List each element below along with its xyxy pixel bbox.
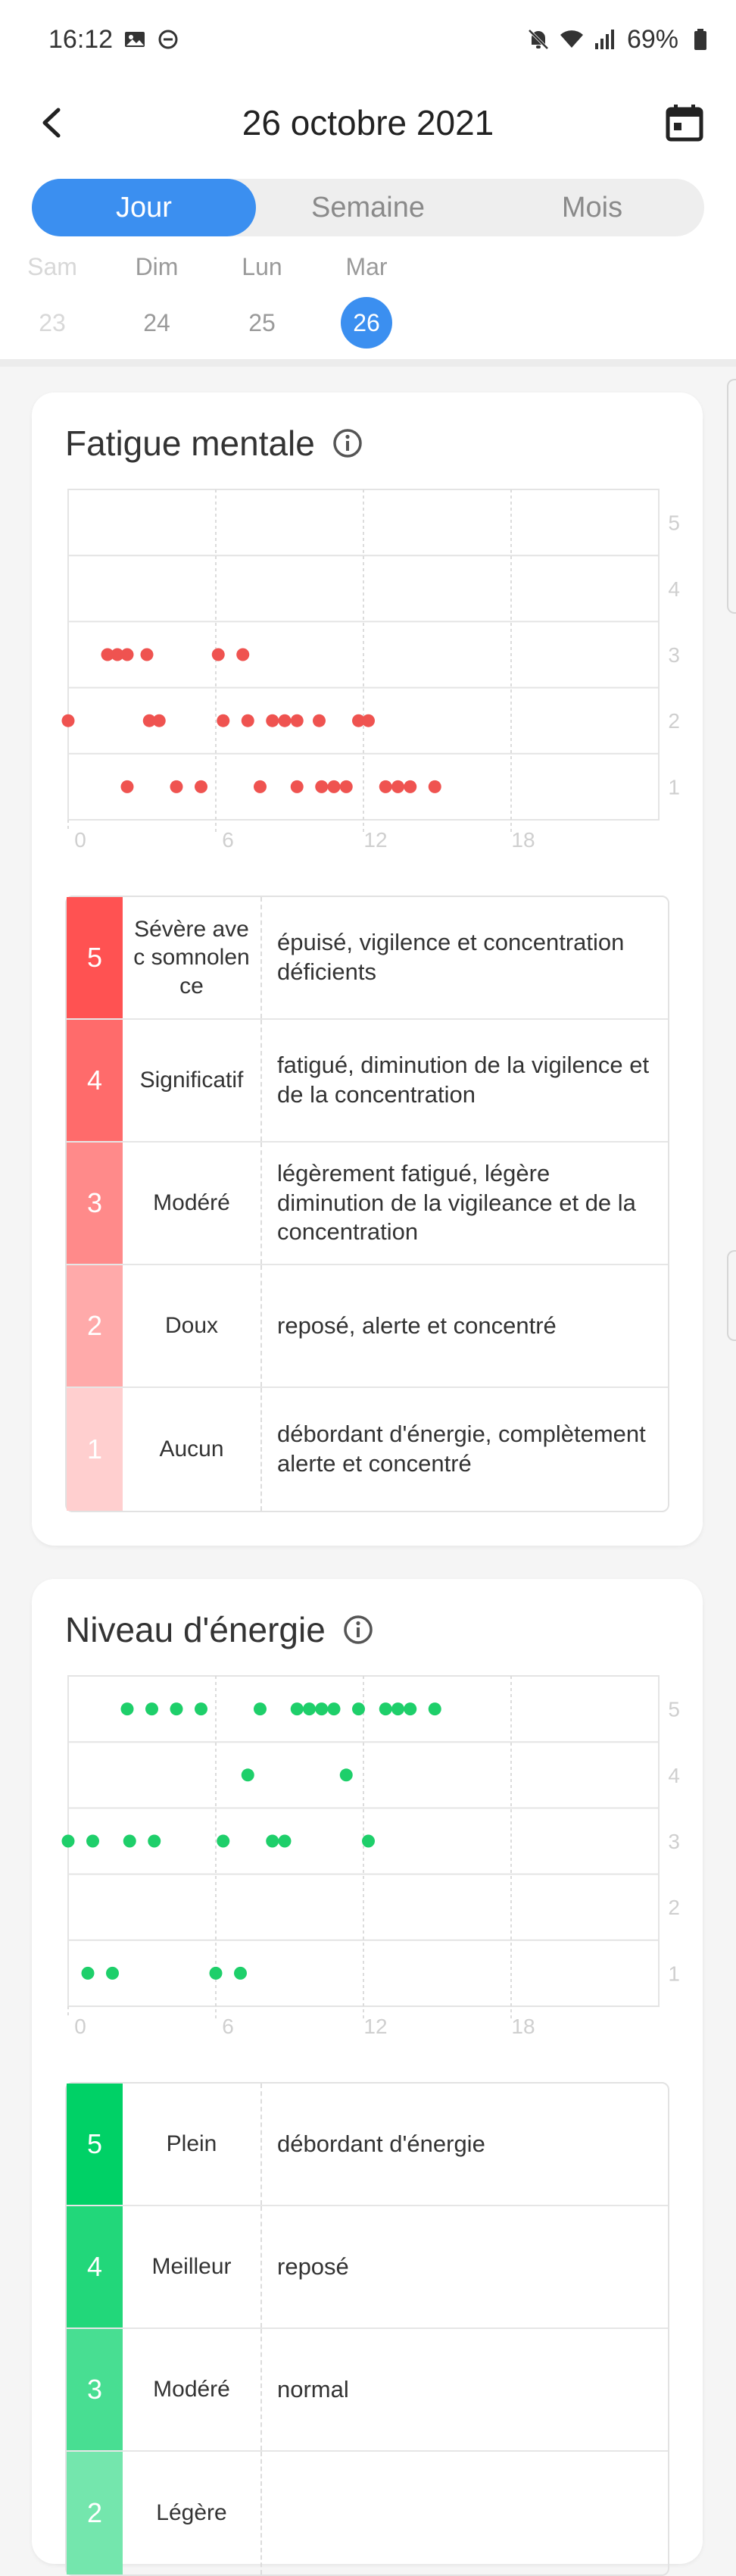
data-point (362, 714, 375, 727)
legend-row (67, 2329, 668, 2452)
dnd-icon (157, 28, 179, 51)
tab-mois[interactable]: Mois (561, 191, 623, 224)
data-point (195, 1702, 207, 1715)
back-button[interactable] (30, 102, 73, 144)
energy-chart (65, 1676, 686, 2040)
data-point (217, 1835, 229, 1848)
data-point (429, 1702, 441, 1715)
data-point (303, 1702, 316, 1715)
data-point (315, 1702, 328, 1715)
x-tick-label: 12 (363, 828, 388, 852)
legend-level: 3 (67, 1143, 123, 1264)
data-point (236, 649, 249, 661)
data-point (121, 649, 134, 661)
legend-level: 5 (67, 897, 123, 1018)
x-tick-label: 0 (74, 828, 86, 852)
data-point (279, 1835, 292, 1848)
side-panel-handle[interactable] (727, 379, 736, 614)
data-point (254, 780, 267, 793)
app-bar (0, 79, 736, 167)
data-point (429, 780, 441, 793)
x-tick-label: 18 (511, 2015, 535, 2038)
data-point (242, 1768, 254, 1781)
legend-description: reposé, alerte et concentré (277, 1311, 557, 1339)
data-point (291, 714, 304, 727)
data-point (106, 1967, 119, 1980)
data-point (328, 780, 341, 793)
day-item-mar[interactable]: Mar 26 (332, 253, 401, 349)
legend-label: Plein (123, 2084, 262, 2205)
data-point (82, 1967, 95, 1980)
legend-level: 3 (67, 2329, 123, 2450)
mute-icon (527, 28, 550, 51)
y-tick-label: 5 (668, 511, 680, 535)
page-title: 26 octobre 2021 (242, 103, 494, 142)
y-tick-label: 3 (668, 1830, 680, 1853)
data-point (210, 1967, 223, 1980)
data-point (170, 1702, 183, 1715)
data-point (153, 714, 166, 727)
data-point (266, 1835, 279, 1848)
x-tick-label: 0 (74, 2015, 86, 2038)
data-point (170, 780, 183, 793)
data-point (123, 1835, 136, 1848)
legend-label: Sévère avec somnolence (123, 897, 262, 1018)
energy-legend (65, 2082, 669, 2576)
y-tick-label: 2 (668, 709, 680, 733)
data-point (121, 1702, 134, 1715)
wifi-icon (560, 28, 583, 51)
legend-level: 5 (67, 2084, 123, 2205)
day-selector (0, 236, 736, 359)
legend-description: fatigué, diminution de la vigilence et de la concentration (277, 1052, 650, 1108)
data-point (145, 1702, 158, 1715)
data-point (291, 780, 304, 793)
legend-label: Modéré (123, 2329, 262, 2450)
legend-description: épuisé, vigilence et concentration déficients (277, 929, 625, 985)
legend-description: reposé (277, 2252, 349, 2280)
energy-card (32, 1579, 703, 2564)
y-tick-label: 4 (668, 577, 680, 601)
signal-icon (594, 28, 616, 51)
legend-row (67, 2084, 668, 2206)
calendar-button[interactable] (663, 102, 706, 144)
legend-label: Aucun (123, 1388, 262, 1511)
data-point (195, 780, 207, 793)
x-tick-label: 12 (363, 2015, 388, 2038)
data-point (379, 780, 392, 793)
legend-label: Meilleur (123, 2206, 262, 2327)
x-tick-label: 6 (222, 2015, 234, 2038)
day-item-lun[interactable]: Lun 25 (242, 253, 282, 336)
calendar-icon (665, 103, 704, 142)
data-point (141, 649, 154, 661)
legend-description: normal (277, 2375, 349, 2402)
legend-level: 2 (67, 2452, 123, 2574)
data-point (212, 649, 225, 661)
fatigue-legend (65, 896, 669, 1512)
data-point (291, 1702, 304, 1715)
data-point (62, 1835, 75, 1848)
data-point (217, 714, 229, 727)
period-tabs (32, 179, 704, 236)
legend-row (67, 1020, 668, 1143)
legend-level: 2 (67, 1265, 123, 1386)
data-point (328, 1702, 341, 1715)
legend-row (67, 1265, 668, 1388)
legend-label: Significatif (123, 1020, 262, 1141)
legend-label: Modéré (123, 1143, 262, 1264)
data-point (379, 1702, 392, 1715)
data-point (121, 780, 134, 793)
legend-level: 4 (67, 2206, 123, 2327)
day-item-dim[interactable]: Dim 24 (135, 253, 179, 336)
legend-description: légèrement fatigué, légère diminution de la vigileance et de la concentration (277, 1159, 636, 1246)
data-point (391, 1702, 404, 1715)
data-point (340, 780, 353, 793)
legend-level: 1 (67, 1388, 123, 1511)
battery-percent: 69% (626, 24, 678, 54)
legend-row (67, 1388, 668, 1511)
status-bar (0, 0, 736, 79)
day-item-sam[interactable]: Sam 23 (27, 253, 77, 336)
tab-jour[interactable]: Jour (32, 179, 256, 236)
y-tick-label: 4 (668, 1763, 680, 1787)
fatigue-chart (65, 489, 686, 853)
legend-row (67, 897, 668, 1020)
legend-description: débordant d'énergie, complètement alerte et concentré (277, 1421, 646, 1477)
x-tick-label: 6 (222, 828, 234, 852)
data-point (62, 714, 75, 727)
legend-label: Légère (123, 2452, 262, 2574)
legend-row (67, 2452, 668, 2574)
image-icon (123, 28, 146, 51)
status-time: 16:12 (48, 24, 114, 54)
data-point (315, 780, 328, 793)
data-point (234, 1967, 247, 1980)
data-point (340, 1768, 353, 1781)
legend-description (262, 2452, 668, 2574)
card-title: Fatigue mentale (65, 423, 363, 464)
data-point (86, 1835, 99, 1848)
side-panel-handle[interactable] (727, 1250, 736, 1341)
card-title: Niveau d'énergie (65, 1609, 374, 1650)
battery-icon (689, 28, 712, 51)
legend-row (67, 1143, 668, 1265)
data-point (352, 1702, 365, 1715)
x-tick-label: 18 (511, 828, 535, 852)
legend-row (67, 2206, 668, 2329)
y-tick-label: 1 (668, 1962, 680, 1986)
data-point (404, 780, 416, 793)
y-tick-label: 2 (668, 1896, 680, 1920)
data-point (313, 714, 326, 727)
y-tick-label: 3 (668, 643, 680, 667)
fatigue-card (32, 392, 703, 1546)
data-point (404, 1702, 416, 1715)
info-icon[interactable] (342, 1614, 374, 1646)
data-point (362, 1835, 375, 1848)
tab-semaine[interactable]: Semaine (311, 191, 425, 224)
info-icon[interactable] (332, 427, 363, 459)
data-point (242, 714, 254, 727)
data-point (148, 1835, 161, 1848)
y-tick-label: 1 (668, 775, 680, 799)
back-arrow-icon (39, 107, 64, 139)
legend-level: 4 (67, 1020, 123, 1141)
legend-label: Doux (123, 1265, 262, 1386)
data-point (266, 714, 279, 727)
y-tick-label: 5 (668, 1697, 680, 1721)
data-point (279, 714, 292, 727)
data-point (391, 780, 404, 793)
data-point (254, 1702, 267, 1715)
legend-description: débordant d'énergie (277, 2130, 485, 2157)
